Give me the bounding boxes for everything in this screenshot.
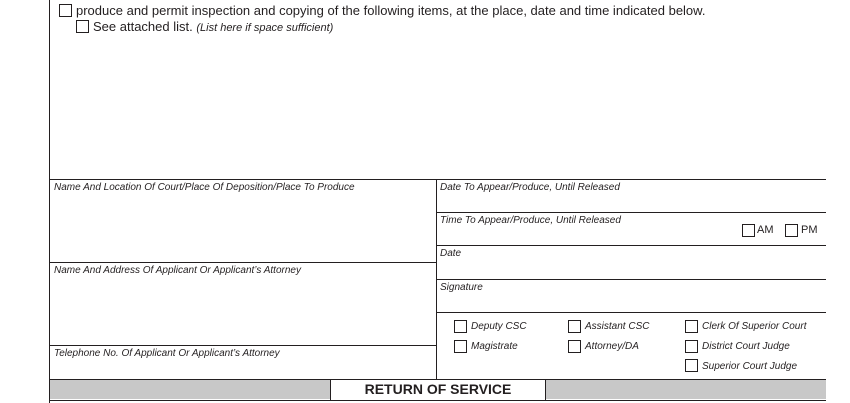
- attorney-da-label: Attorney/DA: [585, 341, 639, 352]
- assistant-csc-checkbox[interactable]: [568, 320, 581, 333]
- superior-court-judge-label: Superior Court Judge: [702, 361, 798, 372]
- superior-court-judge-checkbox[interactable]: [685, 359, 698, 372]
- am-checkbox[interactable]: [742, 224, 755, 237]
- return-of-service-title: RETURN OF SERVICE: [364, 381, 512, 397]
- date-field[interactable]: [438, 261, 824, 277]
- right-line-3: [436, 279, 826, 280]
- attorney-da-checkbox[interactable]: [568, 340, 581, 353]
- time-appear-label: Time To Appear/Produce, Until Released: [440, 215, 621, 226]
- right-line-2: [436, 245, 826, 246]
- items-list-area[interactable]: [60, 40, 820, 175]
- pm-checkbox[interactable]: [785, 224, 798, 237]
- return-band-left: [50, 380, 330, 399]
- district-court-judge-checkbox[interactable]: [685, 340, 698, 353]
- attached-list-label: [93, 19, 333, 34]
- right-line-1: [436, 212, 826, 213]
- pm-label: PM: [801, 224, 818, 236]
- deputy-csc-label: Deputy CSC: [471, 321, 527, 332]
- applicant-label: Name And Address Of Applicant Or Applicant’s Attorney: [54, 265, 301, 276]
- clerk-superior-court-label: Clerk Of Superior Court: [702, 321, 807, 332]
- produce-text: produce and permit inspection and copying of the following items, at the place, date and time indicated below.: [76, 3, 706, 18]
- attached-list-hint: (List here if space sufficient): [196, 22, 334, 34]
- assistant-csc-label: Assistant CSC: [585, 321, 650, 332]
- telephone-field[interactable]: [50, 361, 435, 378]
- applicant-field[interactable]: [50, 278, 435, 344]
- district-court-judge-label: District Court Judge: [702, 341, 790, 352]
- date-appear-label: Date To Appear/Produce, Until Released: [440, 182, 620, 193]
- court-place-label: Name And Location Of Court/Place Of Deposition/Place To Produce: [54, 182, 355, 193]
- grid-top-line: [49, 179, 826, 180]
- court-place-field[interactable]: [50, 195, 435, 261]
- right-line-4: [436, 312, 826, 313]
- time-appear-field[interactable]: [438, 228, 738, 244]
- return-band-right: [545, 380, 826, 399]
- telephone-label: Telephone No. Of Applicant Or Applicant’s Attorney: [54, 348, 280, 359]
- deputy-csc-checkbox[interactable]: [454, 320, 467, 333]
- signature-field[interactable]: [438, 295, 824, 311]
- signature-label: Signature: [440, 282, 483, 293]
- magistrate-checkbox[interactable]: [454, 340, 467, 353]
- magistrate-label: Magistrate: [471, 341, 518, 352]
- attached-list-text: See attached list.: [93, 19, 193, 34]
- left-line-1: [49, 262, 436, 263]
- produce-checkbox[interactable]: [59, 4, 72, 17]
- return-right-divider: [545, 379, 546, 400]
- attached-list-checkbox[interactable]: [76, 20, 89, 33]
- date-label: Date: [440, 248, 462, 259]
- date-appear-field[interactable]: [438, 195, 824, 211]
- left-line-2: [49, 345, 436, 346]
- clerk-superior-court-checkbox[interactable]: [685, 320, 698, 333]
- am-label: AM: [757, 224, 774, 236]
- return-bottom-line: [49, 400, 826, 401]
